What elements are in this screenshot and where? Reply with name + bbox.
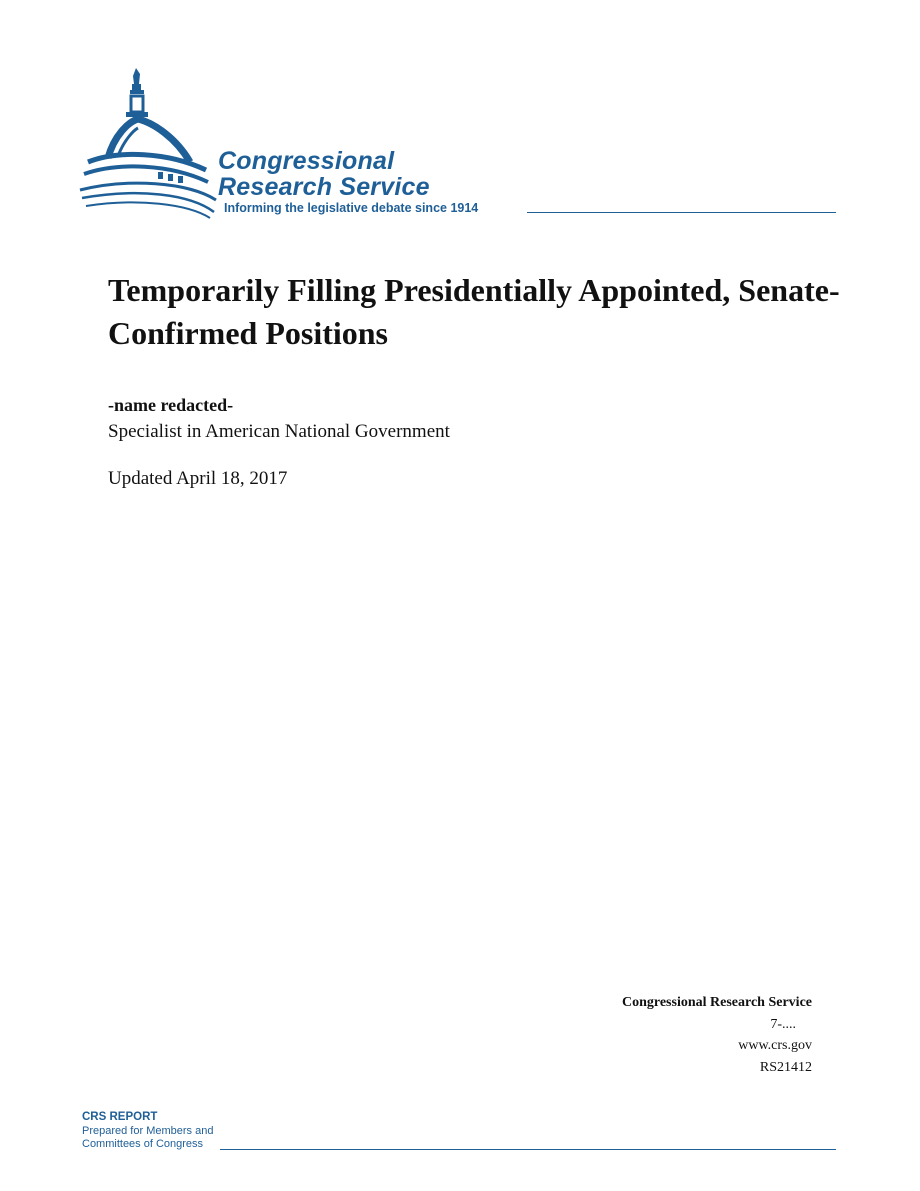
footer-rule [220,1149,836,1150]
crs-name: Congressional Research Service [621,995,812,1010]
crs-report-label [82,1111,213,1152]
crs-contact-block [622,992,812,1078]
report-number: RS21412 [759,1059,812,1075]
crs-report-line2: Prepared for Members and [82,1124,214,1137]
crs-phone: 7-.... [770,1016,796,1032]
crs-report-line3: Committees of Congress [82,1138,204,1150]
updated-date: Updated April 18, 2017 [108,468,288,489]
logo-tagline: Informing the legislative debate since 1914 [224,201,479,215]
crs-report-heading: CRS REPORT [82,1111,158,1123]
logo-wordmark-line2: Research Service [218,173,430,201]
author-name: -name redacted- [108,395,234,415]
logo-wordmark-line1: Congressional [218,147,395,175]
header-rule [527,212,836,213]
crs-website-link[interactable]: www.crs.gov [738,1038,812,1053]
report-title: Temporarily Filling Presidentially Appointed, Senate-Confirmed Positions [108,272,840,351]
author-role: Specialist in American National Government [108,421,450,442]
